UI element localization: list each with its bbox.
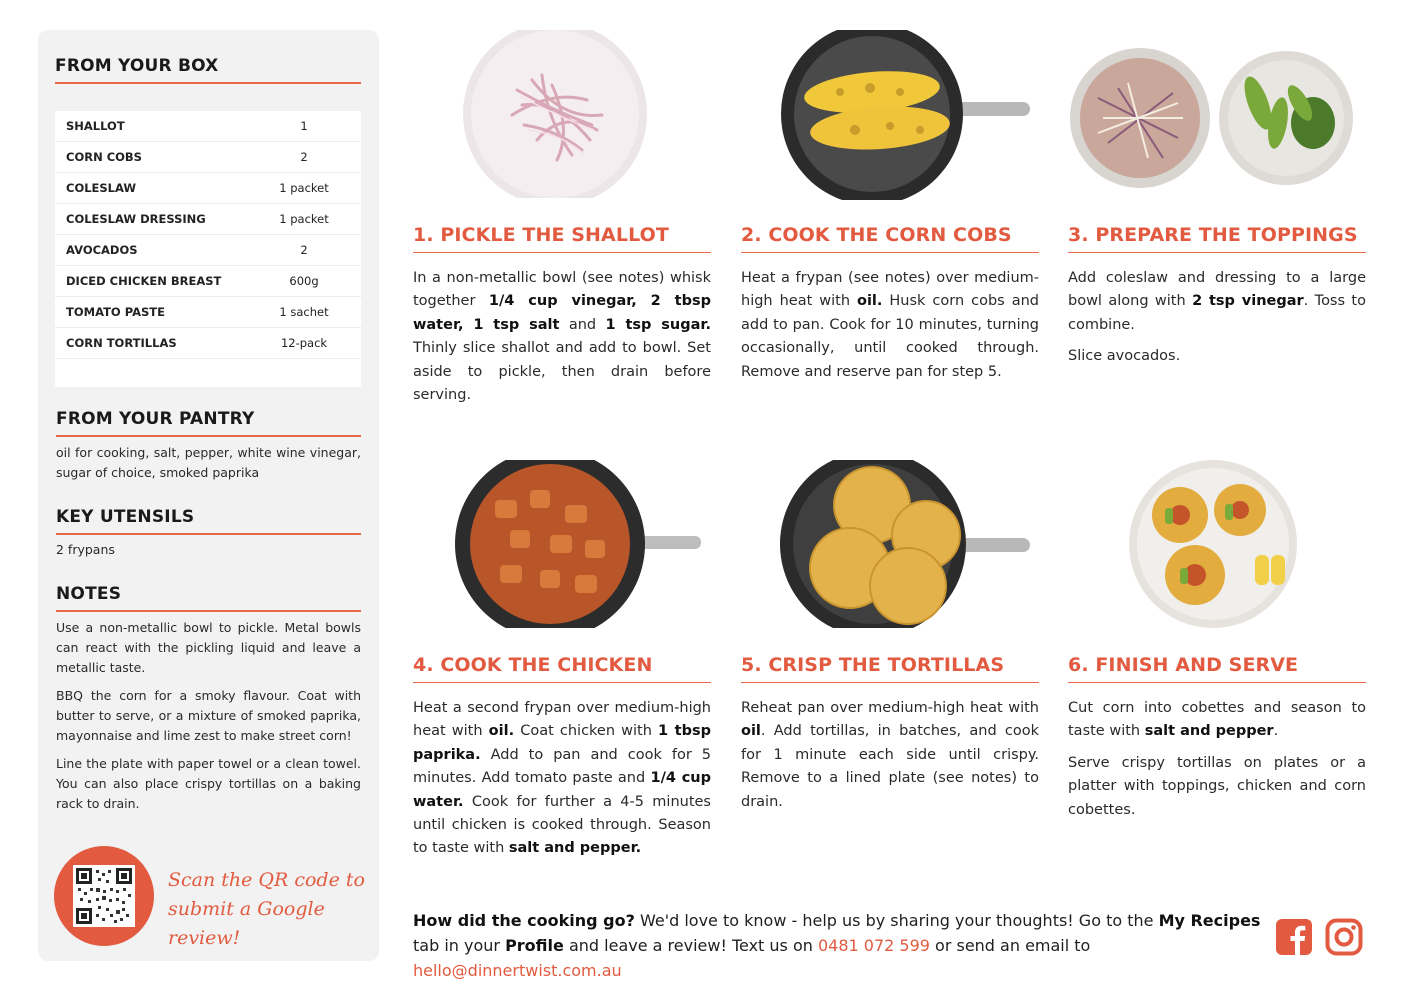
step-3-text: Add coleslaw and dressing to a large bowl along with 2 tsp vinegar. Toss to combine. Slice avocados. [1068,270,1366,365]
box-title: FROM YOUR BOX [55,56,361,84]
notes-list [56,618,361,822]
table-row: CORN TORTILLAS 12-pack [55,328,361,359]
step-1-title: 1. PICKLE THE SHALLOT [413,224,711,253]
step-6-photo [1125,460,1305,628]
step-2-text: Heat a frypan (see notes) over medium-high heat with oil. Husk corn cobs and add to pan. Cook for 10 minutes, turning occasionally, until cooked through. Remove and reserve pan for step 5. [741,270,1039,380]
pantry-title: FROM YOUR PANTRY [56,409,361,437]
box-items-table [55,111,361,387]
ingredients-sidebar [38,30,379,961]
step-2-title: 2. COOK THE CORN COBS [741,224,1039,253]
table-row: CORN COBS 2 [55,142,361,173]
notes-title: NOTES [56,584,361,612]
step-3-photo [1068,48,1358,188]
step-5-photo [780,460,1032,628]
step-5-title: 5. CRISP THE TORTILLAS [741,654,1039,683]
step-4-text: Heat a second frypan over medium-high heat with oil. Coat chicken with 1 tbsp paprika. Add to pan and cook for 5 minutes. Add tomato paste and 1/4 cup water. Cook for further a 4-5 minutes until chicken is cooked through. Season to taste with salt and pepper. [413,700,712,857]
step-1-text: In a non-metallic bowl (see notes) whisk together 1/4 cup vinegar, 2 tbsp water, 1 tsp salt and 1 tsp sugar. Thinly slice shallot and add to bowl. Set aside to pickle, then drain before serving. [413,270,711,404]
note-item: Use a non-metallic bowl to pickle. Metal bowls can react with the pickling liquid and leave a metallic taste. [56,620,361,675]
table-row: COLESLAW 1 packet [55,173,361,204]
step-6-title: 6. FINISH AND SERVE [1068,654,1366,683]
qr-badge[interactable] [54,846,154,946]
step-4-photo [455,460,703,628]
note-item: BBQ the corn for a smoky flavour. Coat with butter to serve, or a mixture of smoked paprika, mayonnaise and lime zest to make street corn! [56,688,361,743]
note-item: Line the plate with paper towel or a clean towel. You can also place crispy tortillas on a baking rack to drain. [56,756,361,811]
step-4-title: 4. COOK THE CHICKEN [413,654,711,683]
table-row: TOMATO PASTE 1 sachet [55,297,361,328]
feedback-footer: How did the cooking go? We'd love to know - help us by sharing your thoughts! Go to the My Recipes tab in your Profile and leave a review! Text us on 0481 072 599 or send an email to hello@dinnertwist.com.au [413,911,1261,980]
step-5-text: Reheat pan over medium-high heat with oil. Add tortillas, in batches, and cook for 1 minute each side until crispy. Remove to a lined plate (see notes) to drain. [741,700,1039,810]
pantry-text: oil for cooking, salt, pepper, white wine vinegar, sugar of choice, smoked paprika [56,445,361,480]
qr-caption: Scan the QR code to submit a Google review! [168,869,365,949]
step-3-title: 3. PREPARE THE TOPPINGS [1068,224,1366,253]
table-row: SHALLOT 1 [55,111,361,142]
step-2-photo [780,30,1032,200]
phone-link[interactable]: 0481 072 599 [817,936,930,955]
step-6-text: Cut corn into cobettes and season to taste with salt and pepper. Serve crispy tortillas on plates or a platter with toppings, chicken and corn cobettes. [1068,700,1366,818]
instagram-icon[interactable] [1325,918,1363,956]
table-row: AVOCADOS 2 [55,235,361,266]
table-row: DICED CHICKEN BREAST 600g [55,266,361,297]
utensils-text: 2 frypans [56,542,115,557]
email-link[interactable]: hello@dinnertwist.com.au [413,961,622,980]
step-1-photo [462,30,652,198]
qr-code-icon[interactable] [73,865,135,927]
table-row: COLESLAW DRESSING 1 packet [55,204,361,235]
utensils-title: KEY UTENSILS [56,507,361,535]
facebook-icon[interactable] [1275,918,1313,956]
